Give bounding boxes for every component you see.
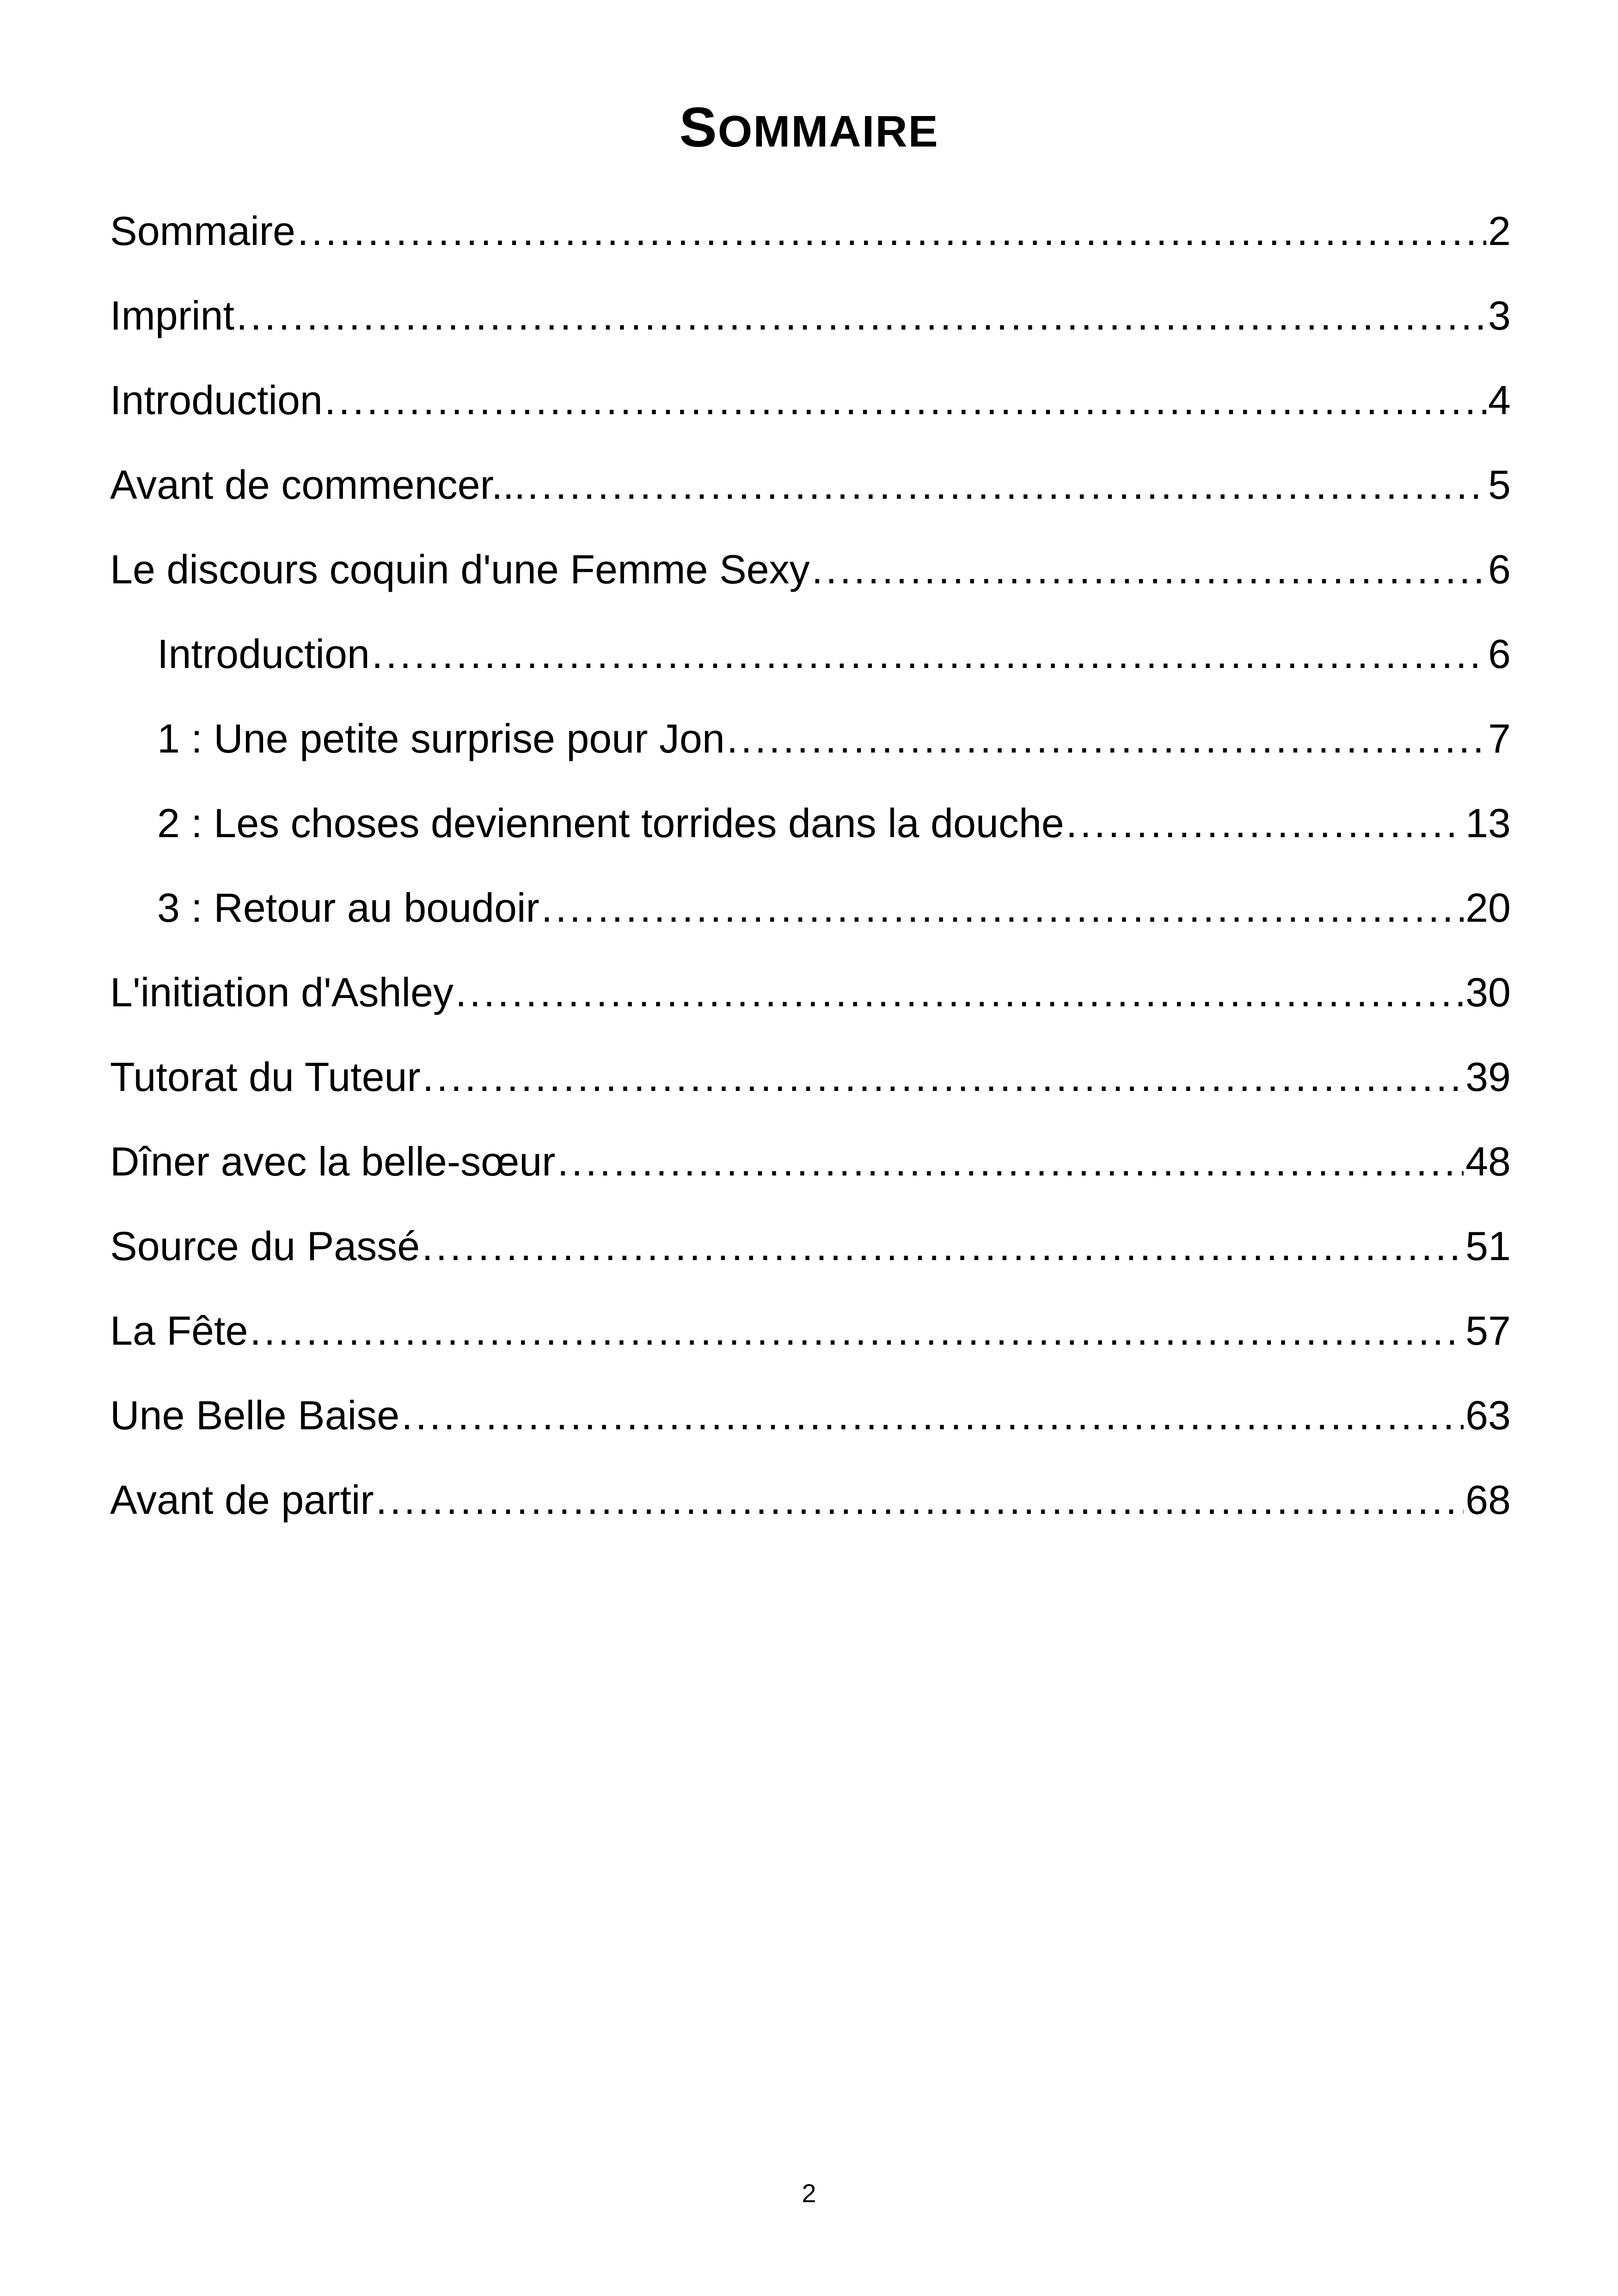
toc-entry-label: Source du Passé <box>110 1223 420 1269</box>
toc-dot-leader <box>727 709 1486 769</box>
toc-dot-leader <box>325 370 1486 430</box>
toc-entry-label: Introduction <box>157 631 370 677</box>
toc-entry-label: Imprint <box>110 293 234 338</box>
toc-entry-page: 6 <box>1488 631 1511 677</box>
toc-entry-page: 13 <box>1465 800 1511 846</box>
toc-entry[interactable] <box>110 1470 1511 1555</box>
toc-entry-label: 3 : Retour au boudoir <box>157 885 539 931</box>
toc-subentry[interactable] <box>110 793 1511 878</box>
toc-dot-leader <box>527 455 1486 515</box>
toc-dot-leader <box>236 286 1486 346</box>
toc-dot-leader <box>297 201 1486 261</box>
toc-entry[interactable] <box>110 286 1511 370</box>
toc-entry-label: 1 : Une petite surprise pour Jon <box>157 716 725 761</box>
page-title <box>0 92 1618 166</box>
toc-entry-label: La Fête <box>110 1308 248 1353</box>
toc-dot-leader <box>422 1216 1464 1276</box>
toc-entry-page: 51 <box>1465 1223 1511 1269</box>
toc-entry-label: 2 : Les choses deviennent torrides dans la douche <box>157 800 1064 846</box>
toc-entry-label: Dîner avec la belle-sœur <box>110 1139 556 1184</box>
toc-subentry[interactable] <box>110 709 1511 793</box>
toc-dot-leader <box>541 878 1464 938</box>
page-number: 2 <box>802 2179 816 2208</box>
toc-entry[interactable] <box>110 1301 1511 1385</box>
toc-subentry[interactable] <box>110 624 1511 709</box>
toc-entry-page: 20 <box>1465 885 1511 931</box>
toc-dot-leader <box>372 624 1486 684</box>
toc-entry-label: Avant de partir <box>110 1477 374 1523</box>
toc-dot-leader <box>557 1132 1464 1192</box>
toc-entry-page: 7 <box>1488 716 1511 761</box>
toc-entry-label: Avant de commencer... <box>110 462 526 508</box>
toc-entry-page: 68 <box>1465 1477 1511 1523</box>
toc-entry[interactable] <box>110 539 1511 624</box>
toc-dot-leader <box>376 1470 1464 1530</box>
toc-dot-leader <box>455 962 1464 1022</box>
toc-entry[interactable] <box>110 962 1511 1047</box>
toc-entry-label: L'initiation d'Ashley <box>110 969 454 1015</box>
page-title-initial: S <box>679 96 718 159</box>
toc-entry[interactable] <box>110 1385 1511 1470</box>
page-title-rest: OMMAIRE <box>717 107 939 156</box>
toc-entry-page: 6 <box>1488 546 1511 592</box>
toc-entry-label: Introduction <box>110 377 323 423</box>
toc-dot-leader <box>812 539 1486 600</box>
toc-entry[interactable] <box>110 1047 1511 1132</box>
toc-entry[interactable] <box>110 1132 1511 1216</box>
toc-entry-page: 2 <box>1488 208 1511 254</box>
toc-subentry[interactable] <box>110 878 1511 962</box>
toc-dot-leader <box>250 1301 1464 1361</box>
toc-entry-label: Une Belle Baise <box>110 1392 400 1438</box>
toc-entry[interactable] <box>110 370 1511 455</box>
table-of-contents <box>110 201 1511 1555</box>
toc-dot-leader <box>1066 793 1464 853</box>
toc-dot-leader <box>401 1385 1464 1445</box>
toc-entry-page: 57 <box>1465 1308 1511 1353</box>
toc-entry[interactable] <box>110 1216 1511 1301</box>
toc-entry-page: 63 <box>1465 1392 1511 1438</box>
toc-entry[interactable] <box>110 201 1511 286</box>
toc-entry-page: 5 <box>1488 462 1511 508</box>
toc-dot-leader <box>423 1047 1464 1107</box>
toc-entry-label: Le discours coquin d'une Femme Sexy <box>110 546 810 592</box>
toc-entry-page: 30 <box>1465 969 1511 1015</box>
toc-entry-page: 39 <box>1465 1054 1511 1100</box>
toc-entry-page: 4 <box>1488 377 1511 423</box>
toc-entry-page: 48 <box>1465 1139 1511 1184</box>
toc-entry-page: 3 <box>1488 293 1511 338</box>
toc-entry[interactable] <box>110 455 1511 539</box>
toc-entry-label: Tutorat du Tuteur <box>110 1054 421 1100</box>
toc-entry-label: Sommaire <box>110 208 295 254</box>
